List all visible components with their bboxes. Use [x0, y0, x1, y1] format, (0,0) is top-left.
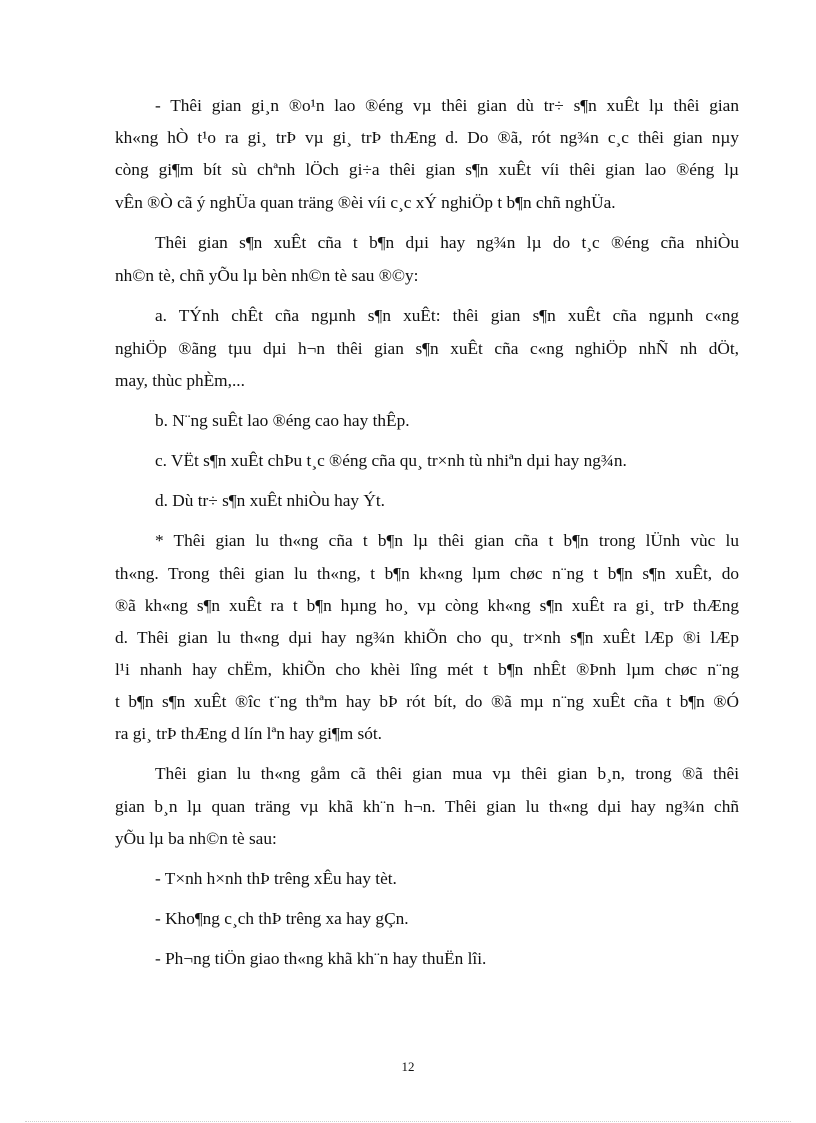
text-line: nh©n tè, chñ yÕu lµ bèn nh©n tè sau ®©y: — [115, 266, 419, 285]
text-line: - T×nh h×nh thÞ trêng xÊu hay tèt. — [155, 869, 397, 888]
text-line: - Ph¬ng tiÖn giao th«ng khã kh¨n hay thuËn lîi. — [155, 949, 487, 968]
text-line: th«ng. Trong thêi gian lu th«ng, t b¶n kh«ng lµm chøc n¨ng t b¶n s¶n xuÊt, do — [115, 564, 739, 583]
text-line: l¹i nhanh hay chËm, khiÕn cho khèi lîng mét t b¶n nhÊt ®Þnh lµm chøc n¨ng — [115, 660, 739, 679]
text-line: nghiÖp ®ãng tµu dµi h¬n thêi gian s¶n xuÊt cña c«ng nghiÖp nhÑ nh dÖt, — [115, 339, 739, 358]
text-line: Thêi gian s¶n xuÊt cña t b¶n dµi hay ng¾n lµ do t¸c ®éng cña nhiÒu — [155, 233, 739, 252]
text-line: may, thùc phÈm,... — [115, 371, 245, 390]
text-line: c. VËt s¶n xuÊt chÞu t¸c ®éng cña qu¸ tr×nh tù nhiªn dµi hay ng¾n. — [155, 451, 627, 470]
text-line: - Thêi gian gi¸n ®o¹n lao ®éng vµ thêi gian dù tr÷ s¶n xuÊt lµ thêi gian — [155, 96, 739, 115]
text-line: còng gi¶m bít sù chªnh lÖch gi÷a thêi gian s¶n xuÊt víi thêi gian lao ®éng lµ — [115, 160, 739, 179]
text-line: t b¶n s¶n xuÊt ®îc t¨ng thªm hay bÞ rót bít, do ®ã mµ n¨ng xuÊt cña t b¶n ®Ó — [115, 692, 739, 711]
page-bottom-divider — [25, 1121, 791, 1122]
text-line: a. TÝnh chÊt cña ngµnh s¶n xuÊt: thêi gian s¶n xuÊt cña ngµnh c«ng — [155, 306, 739, 325]
text-line: yÕu lµ ba nh©n tè sau: — [115, 829, 277, 848]
text-line: d. Thêi gian lu th«ng dµi hay ng¾n khiÕn cho qu¸ tr×nh s¶n xuÊt lÆp ®i lÆp — [115, 628, 739, 647]
text-line: Thêi gian lu th«ng gåm cã thêi gian mua vµ thêi gian b¸n, trong ®ã thêi — [155, 764, 739, 783]
text-line: - Kho¶ng c¸ch thÞ trêng xa hay gÇn. — [155, 909, 409, 928]
text-line: vÊn ®Ò cã ý nghÜa quan träng ®èi víi c¸c xÝ nghiÖp t b¶n chñ nghÜa. — [115, 193, 616, 212]
text-line: ®ã kh«ng s¶n xuÊt ra t b¶n hµng ho¸ vµ còng kh«ng s¶n xuÊt ra gi¸ trÞ thÆng — [115, 596, 739, 615]
text-line: kh«ng hÒ t¹o ra gi¸ trÞ vµ gi¸ trÞ thÆng d. Do ®ã, rót ng¾n c¸c thêi gian nµy — [115, 128, 739, 147]
text-line: d. Dù tr÷ s¶n xuÊt nhiÒu hay Ýt. — [155, 491, 385, 510]
text-line: gian b¸n lµ quan träng vµ khã kh¨n h¬n. Thêi gian lu th«ng dµi hay ng¾n chñ — [115, 797, 739, 816]
text-line: * Thêi gian lu th«ng cña t b¶n lµ thêi gian cña t b¶n trong lÜnh vùc lu — [155, 531, 739, 550]
page-number: 12 — [401, 1059, 415, 1074]
text-line: b. N¨ng suÊt lao ®éng cao hay thÊp. — [155, 411, 410, 430]
text-line: ra gi¸ trÞ thÆng d lín lªn hay gi¶m sót. — [115, 724, 383, 743]
